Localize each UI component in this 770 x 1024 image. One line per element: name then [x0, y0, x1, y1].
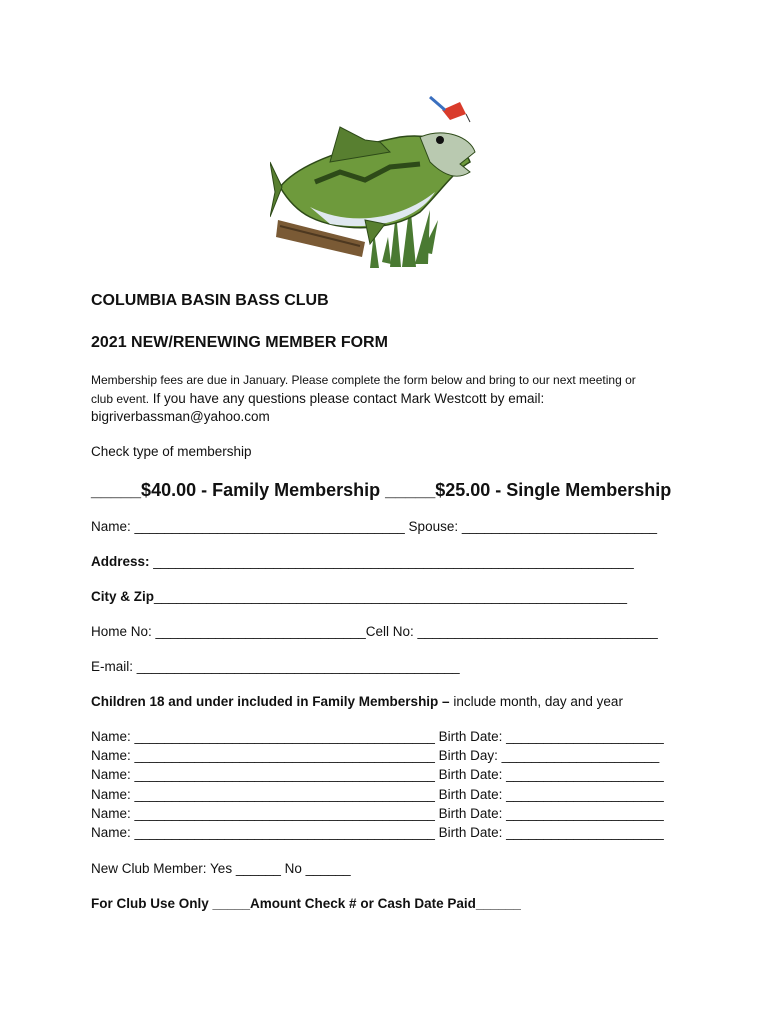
- form-title: 2021 NEW/RENEWING MEMBER FORM: [91, 334, 388, 351]
- fish-eye: [436, 136, 444, 144]
- city-zip-label: City & Zip: [91, 589, 154, 604]
- child-row[interactable]: Name: ________________________________________ Birth Date: _____________________: [91, 825, 664, 840]
- intro-club-event: club event.: [91, 392, 150, 406]
- child-row[interactable]: Name: ________________________________________ Birth Date: _____________________: [91, 787, 664, 802]
- city-zip-line[interactable]: _______________________________________________________________: [154, 589, 628, 604]
- intro-contact: If you have any questions please contact Mark Westcott by email:: [149, 391, 545, 406]
- club-use-field[interactable]: For Club Use Only _____Amount Check # or Cash Date Paid______: [91, 896, 521, 911]
- city-zip-field[interactable]: [91, 589, 627, 604]
- contact-email[interactable]: bigriverbassman@yahoo.com: [91, 409, 270, 424]
- child-row[interactable]: Name: ________________________________________ Birth Day: _____________________: [91, 748, 660, 763]
- email-field[interactable]: E-mail: ___________________________________________: [91, 659, 460, 674]
- children-heading: [91, 694, 623, 709]
- fishing-lure-icon: [430, 97, 470, 122]
- membership-prompt: Check type of membership: [91, 444, 252, 459]
- child-row[interactable]: Name: ________________________________________ Birth Date: _____________________: [91, 767, 664, 782]
- club-title: COLUMBIA BASIN BASS CLUB: [91, 292, 329, 309]
- new-member-field[interactable]: New Club Member: Yes ______ No ______: [91, 861, 351, 876]
- children-heading-note: include month, day and year: [449, 694, 623, 709]
- child-row[interactable]: Name: ________________________________________ Birth Date: _____________________: [91, 806, 664, 821]
- phone-field[interactable]: Home No: ____________________________Cell No: ________________________________: [91, 624, 658, 639]
- membership-options[interactable]: _____$40.00 - Family Membership _____$25.00 - Single Membership: [91, 480, 672, 500]
- intro-line-2: [91, 390, 544, 408]
- bass-fish-logo: [270, 92, 480, 272]
- address-line[interactable]: ________________________________________________________________: [149, 554, 634, 569]
- child-row[interactable]: Name: ________________________________________ Birth Date: _____________________: [91, 729, 664, 744]
- address-label: Address:: [91, 554, 150, 569]
- address-field[interactable]: [91, 554, 634, 569]
- children-heading-bold: Children 18 and under included in Family Membership –: [91, 694, 450, 709]
- name-spouse-field[interactable]: Name: ____________________________________ Spouse: __________________________: [91, 519, 658, 534]
- intro-line-1: Membership fees are due in January. Please complete the form below and bring to our next meeting or: [91, 373, 636, 387]
